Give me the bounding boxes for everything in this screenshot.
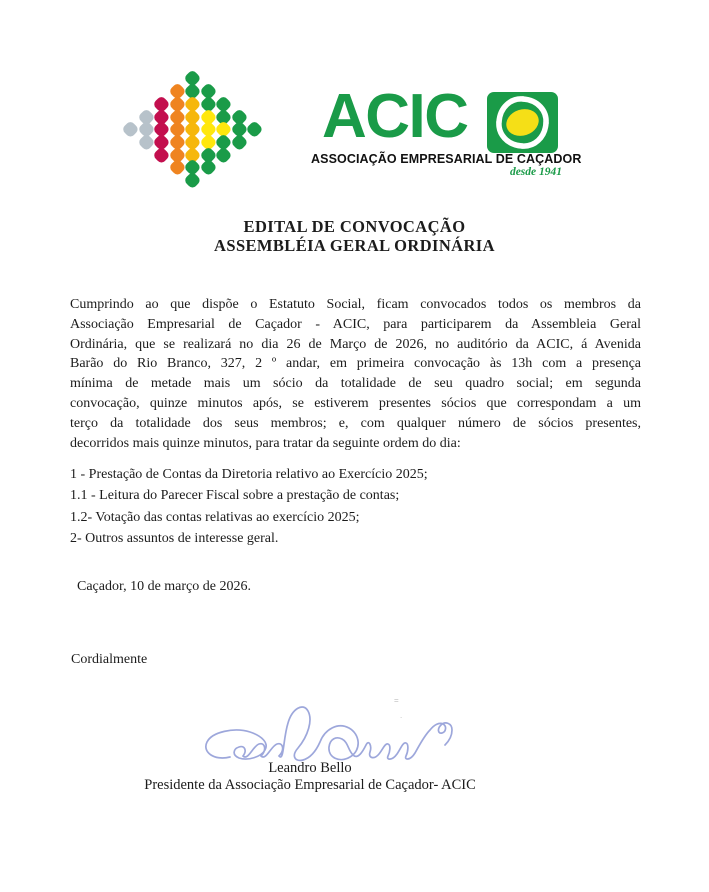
- body-paragraph: [70, 295, 641, 453]
- title-line-1: EDITAL DE CONVOCAÇÃO: [243, 217, 466, 236]
- paragraph-line: terço da totalidade dos seus membros; e, com qualquer número de sócios presentes,: [70, 415, 641, 431]
- signatory-block: [60, 760, 560, 794]
- document-title: [0, 218, 709, 255]
- since-1941-tagline: desde 1941: [509, 166, 562, 178]
- logo-dot: [246, 120, 264, 138]
- logo-dot: [153, 146, 171, 164]
- acic-wordmark: ACIC: [322, 82, 468, 151]
- association-name: ASSOCIAÇÃO EMPRESARIAL DE CAÇADOR: [311, 152, 582, 166]
- scan-artifact: =: [394, 696, 399, 705]
- signature-stroke: [206, 707, 452, 760]
- logo-dot: [122, 120, 140, 138]
- closing-word: Cordialmente: [71, 652, 148, 667]
- agenda-item: 1.1 - Leitura do Parecer Fiscal sobre a prestação de contas;: [70, 488, 400, 504]
- logo-dot: [184, 171, 202, 189]
- signatory-name: Leandro Bello: [268, 760, 352, 776]
- paragraph-line: mínima de metade mais um sócio da totalidade de seu quadro social; em segunda: [70, 376, 641, 392]
- logo-dot: [230, 133, 248, 151]
- agenda-item: 1 - Prestação de Contas da Diretoria relativo ao Exercício 2025;: [70, 467, 428, 482]
- paragraph-line: Associação Empresarial de Caçador - ACIC, para participarem da Assembleia Geral: [70, 316, 641, 332]
- paragraph-line: Barão do Rio Branco, 327, 2 º andar, em primeira convocação às 13h com a presença: [70, 356, 641, 372]
- agenda-item: 1.2- Votação das contas relativas ao exercício 2025;: [70, 509, 360, 525]
- paragraph-line: Cumprindo ao que dispõe o Estatuto Social, ficam convocados todos os membros da: [70, 297, 641, 312]
- date-line: Caçador, 10 de março de 2026.: [77, 579, 251, 594]
- paragraph-line: convocação, quinze minutos após, se estiverem presentes sócios que correspondam a um: [70, 395, 641, 411]
- signatory-title: Presidente da Associação Empresarial de Caçador- ACIC: [144, 777, 476, 793]
- agenda-list: [70, 464, 641, 550]
- title-line-2: ASSEMBLÉIA GERAL ORDINÁRIA: [214, 235, 495, 255]
- paragraph-line: Ordinária, que se realizará no dia 26 de Março de 2026, no auditório da ACIC, á Avenida: [70, 336, 641, 352]
- logo-dot: [199, 158, 217, 176]
- paragraph-line: decorridos mais quinze minutos, para tratar da seguinte ordem do dia:: [70, 435, 461, 451]
- agenda-item: 2- Outros assuntos de interesse geral.: [70, 531, 279, 547]
- scan-artifact: .: [400, 711, 403, 720]
- logo-dot: [215, 146, 233, 164]
- acic-emblem-icon: [487, 92, 558, 153]
